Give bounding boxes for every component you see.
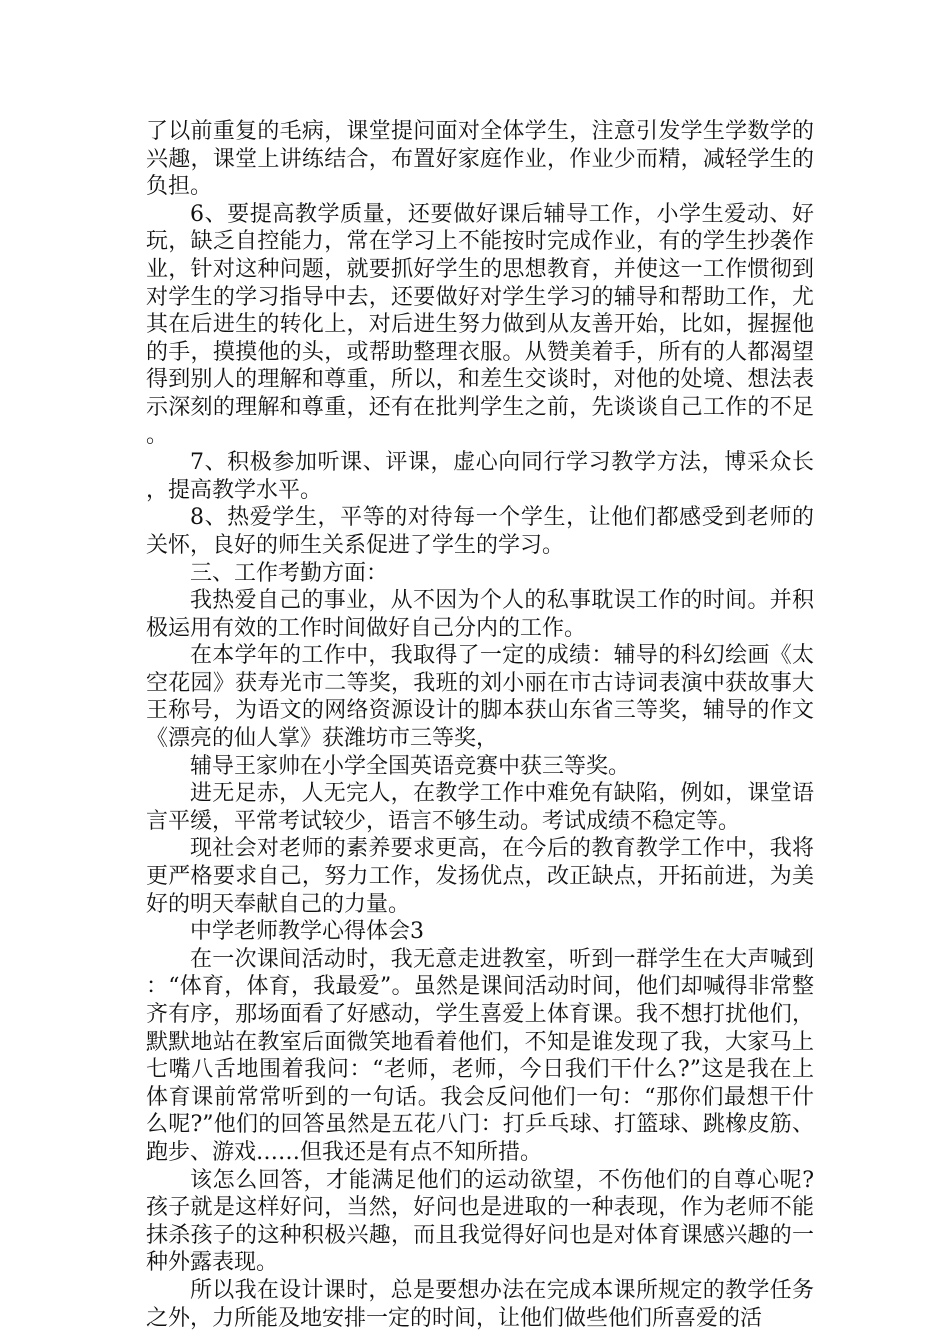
paragraph-8: 进无足赤，人无完人，在教学工作中难免有缺陷，例如，课堂语言平缓，平常考试较少，语言不够生动。考试成绩不稳定等。 (146, 781, 814, 834)
paragraph-3: 7、积极参加听课、评课，虚心向同行学习教学方法，博采众长，提高教学水平。 (146, 450, 814, 503)
paragraph-1: 了以前重复的毛病，课堂提问面对全体学生，注意引发学生学数学的兴趣，课堂上讲练结合，布置好家庭作业，作业少而精，减轻学生的负担。 (146, 119, 814, 200)
article-title-3: 中学老师教学心得体会3 (190, 919, 424, 945)
paragraph-5: 我热爱自己的事业，从不因为个人的私事耽误工作的时间。并积极运用有效的工作时间做好自己分内的工作。 (146, 588, 814, 641)
paragraph-9: 现社会对老师的素养要求更高，在今后的教育教学工作中，我将更严格要求自己，努力工作，发扬优点，改正缺点，开拓前进，为美好的明天奉献自己的力量。 (146, 836, 814, 917)
section-heading-attendance: 三、工作考勤方面： (190, 560, 389, 586)
paragraph-4: 8、热爱学生，平等的对待每一个学生，让他们都感受到老师的关怀，良好的师生关系促进了学生的学习。 (146, 505, 814, 558)
paragraph-6: 在本学年的工作中，我取得了一定的成绩：辅导的科幻绘画《太空花园》获寿光市二等奖，我班的刘小丽在市古诗词表演中获故事大王称号，为语文的网络资源设计的脚本获山东省三等奖，辅导的作文《漂亮的仙人掌》获潍坊市三等奖， (146, 643, 814, 752)
paragraph-12: 所以我在设计课时，总是要想办法在完成本课所规定的教学任务之外，力所能及地安排一定的时间，让他们做些他们所喜爱的活 (146, 1277, 814, 1331)
paragraph-11: 该怎么回答，才能满足他们的运动欲望，不伤他们的自尊心呢?孩子就是这样好问，当然，好问也是进取的一种表现，作为老师不能抹杀孩子的这种积极兴趣，而且我觉得好问也是对体育课感兴趣的一种外露表现。 (146, 1167, 814, 1276)
document-page (146, 118, 814, 1332)
paragraph-10: 在一次课间活动时，我无意走进教室，听到一群学生在大声喊到：“体育，体育，我最爱”。虽然是课间活动时间，他们却喊得非常整齐有序，那场面看了好感动，学生喜爱上体育课。我不想打扰他们，默默地站在教室后面微笑地看着他们，不知是谁发现了我，大家马上七嘴八舌地围着我问：“老师，老师，今日我们干什么?”这是我在上体育课前常常听到的一句话。我会反问他们一句：“那你们最想干什么呢?”他们的回答虽然是五花八门：打乒乓球、打篮球、跳橡皮筋、跑步、游戏……但我还是有点不知所措。 (146, 946, 814, 1165)
paragraph-2: 6、要提高教学质量，还要做好课后辅导工作，小学生爱动、好玩，缺乏自控能力，常在学习上不能按时完成作业，有的学生抄袭作业，针对这种问题，就要抓好学生的思想教育，并使这一工作惯彻到对学生的学习指导中去，还要做好对学生学习的辅导和帮助工作，尤其在后进生的转化上，对后进生努力做到从友善开始，比如，握握他的手，摸摸他的头，或帮助整理衣服。从赞美着手，所有的人都渴望得到别人的理解和尊重，所以，和差生交谈时，对他的处境、想法表示深刻的理解和尊重，还有在批判学生之前，先谈谈自己工作的不足。 (146, 201, 814, 448)
paragraph-7: 辅导王家帅在小学全国英语竞赛中获三等奖。 (190, 753, 631, 779)
